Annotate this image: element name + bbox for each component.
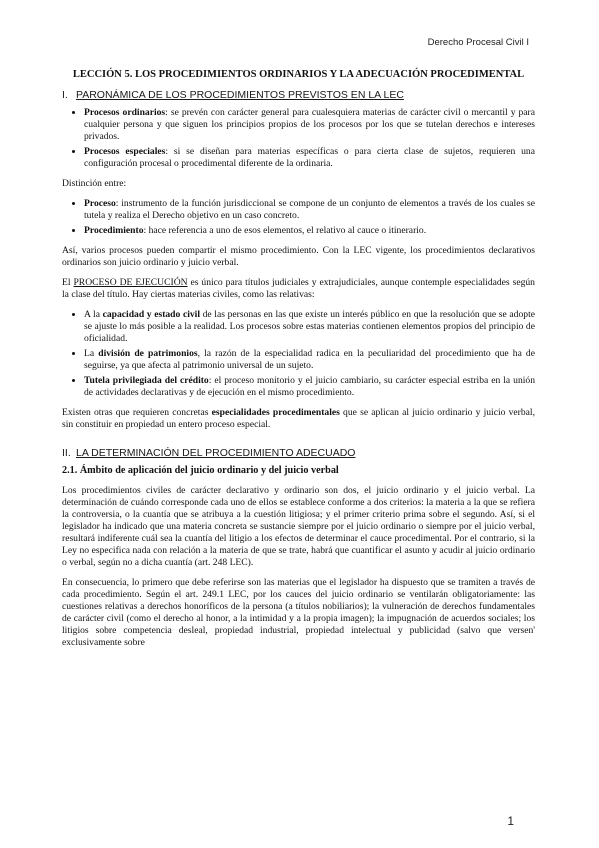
paragraph: Así, varios procesos pueden compartir el mismo procedimiento. Con la LEC vigente, los procedimientos declarativos ordinarios son juicio ordinario y juicio verbal.: [62, 245, 535, 268]
running-header: Derecho Procesal Civil I: [427, 37, 529, 48]
paragraph: [62, 407, 535, 431]
term: Procesos ordinarios: [84, 107, 166, 118]
bullet-list-materias: [62, 309, 535, 399]
list-item: [84, 107, 535, 143]
list-item: [84, 375, 535, 399]
text: Existen otras que requieren concretas: [62, 407, 212, 418]
term: Procedimiento: [84, 225, 144, 236]
term: PROCESO DE EJECUCIÓN: [73, 277, 188, 288]
paragraph: [62, 277, 535, 301]
bullet-list-distincion: [62, 198, 535, 237]
item-text: : si se diseñan para materias específicas o para cierta clase de sujetos, requieren una configuración procesal o procedimental diferente de la ordinaria.: [84, 146, 535, 169]
list-item: [84, 225, 535, 237]
document-body: [62, 68, 535, 649]
item-text: : hace referencia a uno de esos elementos, el relativo al cauce o itinerario.: [143, 225, 427, 236]
section-number: II.: [62, 447, 71, 459]
paragraph: Los procedimientos civiles de carácter declarativo y ordinario son dos, el juicio ordinario y el juicio verbal. La determinación de cuándo corresponde cada uno de ellos se establece conforme a dos criterios: la materia a la que se refiera la controversia, o la cuantía que se atribuya a la cuestión litigiosa; y el primer criterio prima sobre el segundo. Así, si el legislador ha indicado que una materia concreta se sustancie siempre por el juicio ordinario o siempre por el juicio verbal, resultará indiferente cuál sea la cuantía del litigio a los efectos de determinar el cauce procedimental. Por el contrario, si la Ley no especifica nada con relación a la materia de que se trate, habrá que cuantificar el asunto y acudir al juicio ordinario o verbal, según no a dicha cuantía (art. 248 LEC).: [62, 485, 535, 568]
list-item: [84, 146, 535, 170]
bullet-list-procesos: [62, 107, 535, 170]
term: división de patrimonios: [98, 348, 198, 359]
subsection-heading: 2.1. Ámbito de aplicación del juicio ordinario y del juicio verbal: [62, 465, 339, 476]
item-text: de las personas en las que existe un interés público en que la resolución que se adopte se ajuste lo más posible a la realidad. Los procesos sobre estas materias contienen elementos propios del principio de oficialidad.: [84, 309, 535, 344]
item-text: : el proceso monitorio y el juicio cambiario, su carácter especial estriba en la unión de actividades declarativas y de ejecución en el mismo procedimiento.: [84, 375, 536, 398]
list-item: [84, 348, 535, 372]
section-title: LA DETERMINACIÓN DEL PROCEDIMIENTO ADECUADO: [76, 447, 356, 459]
item-text: , la razón de la especialidad radica en la peculiaridad del procedimiento que ha de seguirse, ya que afecta al patrimonio universal de un sujeto.: [84, 348, 535, 371]
section-heading-1: [62, 89, 535, 101]
text: A la: [84, 309, 103, 320]
section-number: I.: [62, 89, 68, 101]
text: que se aplican al juicio ordinario y juicio verbal, sin constituir en propiedad un entero proceso especial.: [62, 407, 535, 430]
text: El: [62, 277, 74, 288]
list-item: [84, 198, 535, 222]
text: La: [84, 348, 99, 359]
paragraph: Distinción entre:: [62, 178, 127, 189]
lesson-title: LECCIÓN 5. LOS PROCEDIMIENTOS ORDINARIOS Y LA ADECUACIÓN PROCEDIMENTAL: [72, 69, 525, 80]
page-number: 1: [507, 814, 514, 828]
paragraph: En consecuencia, lo primero que debe referirse son las materias que el legislador ha dispuesto que se tramiten a través de cada procedimiento. Según el art. 249.1 LEC, por los cauces del juicio ordinario se ventilarán obligatoriamente: las cuestiones relativas a derechos honoríficos de la persona (a títulos nobiliarios); la vulneración de derechos fundamentales de carácter civil (como el derecho al honor, a la intimidad y a la propia imagen); la impugnación de acuerdos sociales; los litigios sobre competencia desleal, propiedad industrial, propiedad intelectual y publicidad (salvo que versen' exclusivamente sobre: [62, 577, 535, 648]
section-heading-2: [62, 447, 535, 459]
section-title: PARONÁMICA DE LOS PROCEDIMIENTOS PREVISTOS EN LA LEC: [76, 89, 404, 101]
term: Procesos especiales: [84, 146, 166, 157]
term: Proceso: [84, 198, 116, 209]
item-text: : instrumento de la función jurisdiccional se compone de un conjunto de elementos a través de los cuales se tutela y realiza el Derecho objetivo en un caso concreto.: [84, 198, 535, 221]
term: especialidades procedimentales: [211, 407, 340, 418]
term: Tutela privilegiada del crédito: [84, 375, 209, 386]
list-item: [84, 309, 535, 345]
text: es único para títulos judiciales y extrajudiciales, aunque contemple especialidades según la clase del título. Hay ciertas materias civiles, como las relativas:: [62, 277, 535, 300]
item-text: : se prevén con carácter general para cualesquiera materias de carácter civil o mercantil y para cualquier persona y que siguen los principios propios de los procesos por los que se tutelan derechos e intereses privados.: [84, 107, 535, 142]
term: capacidad y estado civil: [102, 309, 200, 320]
